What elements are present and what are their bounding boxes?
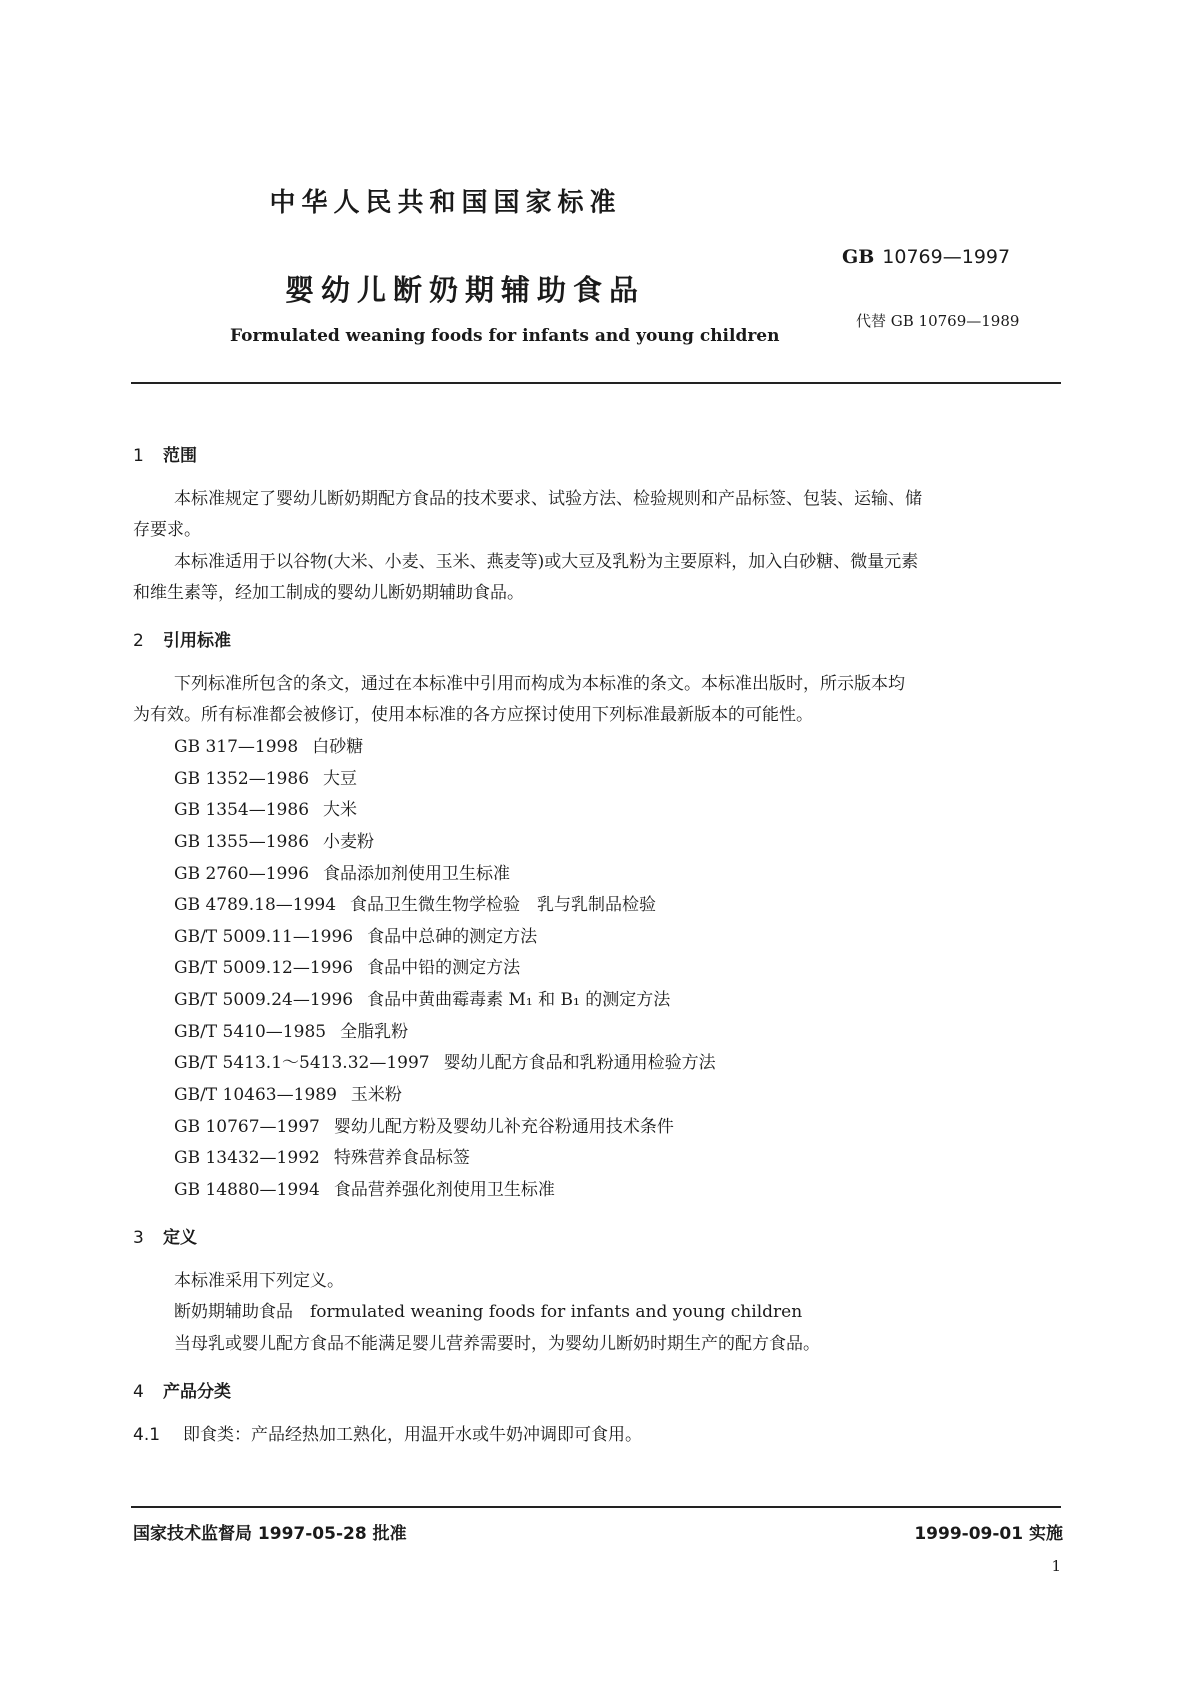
section-2-title: 引用标准 xyxy=(163,631,231,651)
section-4-1-line xyxy=(133,1420,642,1445)
reference-code: GB 2760—1996 xyxy=(174,864,310,884)
reference-code: GB/T 5009.11—1996 xyxy=(174,927,354,947)
reference-item xyxy=(174,764,357,789)
reference-item xyxy=(174,985,670,1010)
reference-name: 食品营养强化剂使用卫生标准 xyxy=(333,1180,555,1200)
reference-name: 食品添加剂使用卫生标准 xyxy=(323,864,511,884)
reference-code: GB/T 5009.24—1996 xyxy=(174,990,354,1010)
reference-code: GB 10767—1997 xyxy=(174,1117,320,1137)
section-1-paragraph-1-line-2: 存要求。 xyxy=(133,520,201,540)
document-title-cn: 婴幼儿断奶期辅助食品 xyxy=(285,273,646,307)
section-1-paragraph-2-line-1: 本标准适用于以谷物(大米、小麦、玉米、燕麦等)或大豆及乳粉为主要原料，加入白砂糖、微量元素 xyxy=(174,552,919,572)
reference-code: GB 1355—1986 xyxy=(174,832,310,852)
section-4-number: 4 xyxy=(133,1382,144,1402)
reference-item xyxy=(174,859,510,884)
section-2-paragraph-line-2: 为有效。所有标准都会被修订，使用本标准的各方应探讨使用下列标准最新版本的可能性。 xyxy=(133,705,813,725)
standard-code: 10769—1997 xyxy=(882,246,1011,268)
national-standard-header: 中华人民共和国国家标准 xyxy=(269,188,622,218)
standard-prefix: GB xyxy=(842,246,875,268)
section-1-paragraph-1-line-1: 本标准规定了婴幼儿断奶期配方食品的技术要求、试验方法、检验规则和产品标签、包装、运输、储 xyxy=(174,489,922,509)
reference-item xyxy=(174,1017,408,1042)
reference-item xyxy=(174,827,374,852)
reference-code: GB/T 5413.1～5413.32—1997 xyxy=(174,1053,430,1073)
standard-number xyxy=(842,246,1010,268)
reference-name: 食品中总砷的测定方法 xyxy=(367,927,538,947)
effective-date: 1999-09-01 实施 xyxy=(914,1524,1063,1544)
section-3-line-1: 本标准采用下列定义。 xyxy=(174,1271,344,1291)
reference-name: 全脂乳粉 xyxy=(340,1022,409,1042)
document-title-en: Formulated weaning foods for infants and young children xyxy=(230,326,780,346)
section-4-heading xyxy=(133,1377,231,1402)
section-3-heading xyxy=(133,1223,197,1248)
section-2-heading xyxy=(133,626,231,651)
section-1-paragraph-2-line-2: 和维生素等，经加工制成的婴幼儿断奶期辅助食品。 xyxy=(133,583,524,603)
reference-code: GB 1352—1986 xyxy=(174,769,310,789)
section-3-definition-text: 当母乳或婴儿配方食品不能满足婴儿营养需要时，为婴幼儿断奶时期生产的配方食品。 xyxy=(174,1334,820,1354)
reference-code: GB 14880—1994 xyxy=(174,1180,320,1200)
reference-item xyxy=(174,953,520,978)
reference-name: 玉米粉 xyxy=(350,1085,402,1105)
approval-note: 国家技术监督局 1997-05-28 批准 xyxy=(133,1524,407,1544)
reference-name: 婴幼儿配方食品和乳粉通用检验方法 xyxy=(443,1053,716,1073)
reference-name: 食品中铅的测定方法 xyxy=(367,958,521,978)
reference-code: GB 13432—1992 xyxy=(174,1148,320,1168)
footer-divider xyxy=(131,1506,1061,1508)
reference-name: 大豆 xyxy=(323,769,358,789)
subsection-text: 即食类：产品经热加工熟化，用温开水或牛奶冲调即可食用。 xyxy=(183,1425,642,1445)
reference-item xyxy=(174,1143,470,1168)
reference-item xyxy=(174,795,357,820)
reference-item xyxy=(174,1080,402,1105)
reference-code: GB/T 5410—1985 xyxy=(174,1022,327,1042)
reference-code: GB 4789.18—1994 xyxy=(174,895,337,915)
reference-name: 婴幼儿配方粉及婴幼儿补充谷粉通用技术条件 xyxy=(333,1117,674,1137)
section-1-heading xyxy=(133,441,197,466)
replaces-note: 代替 GB 10769—1989 xyxy=(856,312,1020,330)
reference-item xyxy=(174,732,363,757)
reference-name: 食品中黄曲霉毒素 M₁ 和 B₁ 的测定方法 xyxy=(367,990,671,1010)
reference-code: GB 1354—1986 xyxy=(174,800,310,820)
reference-name: 食品卫生微生物学检验 乳与乳制品检验 xyxy=(350,895,657,915)
reference-name: 特殊营养食品标签 xyxy=(333,1148,470,1168)
reference-item xyxy=(174,1048,716,1073)
page-number: 1 xyxy=(1051,1557,1061,1575)
section-4-title: 产品分类 xyxy=(163,1382,231,1402)
reference-code: GB/T 5009.12—1996 xyxy=(174,958,354,978)
section-3-number: 3 xyxy=(133,1228,144,1248)
section-1-title: 范围 xyxy=(163,446,197,466)
reference-code: GB/T 10463—1989 xyxy=(174,1085,337,1105)
section-2-paragraph-line-1: 下列标准所包含的条文，通过在本标准中引用而构成为本标准的条文。本标准出版时，所示版本均 xyxy=(174,674,905,694)
subsection-number: 4.1 xyxy=(133,1425,161,1445)
section-1-number: 1 xyxy=(133,446,144,466)
reference-item xyxy=(174,922,537,947)
reference-name: 白砂糖 xyxy=(312,737,364,757)
reference-code: GB 317—1998 xyxy=(174,737,299,757)
reference-item xyxy=(174,890,656,915)
header-divider xyxy=(131,382,1061,384)
section-2-number: 2 xyxy=(133,631,144,651)
section-3-definition-term: 断奶期辅助食品 formulated weaning foods for infants and young children xyxy=(174,1302,803,1322)
reference-name: 小麦粉 xyxy=(323,832,375,852)
section-3-title: 定义 xyxy=(163,1228,197,1248)
reference-item xyxy=(174,1175,555,1200)
reference-name: 大米 xyxy=(323,800,358,820)
reference-item xyxy=(174,1112,674,1137)
